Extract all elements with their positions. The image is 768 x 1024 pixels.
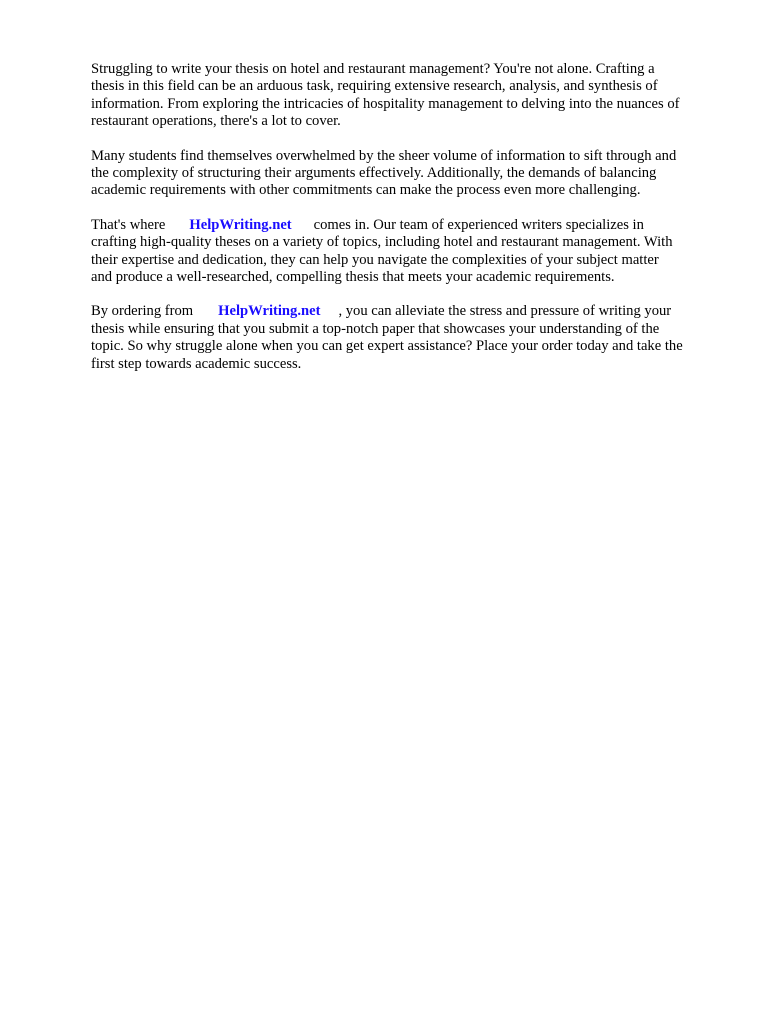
paragraph-call-to-action [91, 303, 731, 373]
paragraph-service [91, 217, 731, 287]
text-line: Struggling to write your thesis on hotel and restaurant management? You're not alone. Crafting a [91, 61, 655, 77]
text-segment: By ordering from [91, 303, 194, 320]
text-line: thesis in this field can be an arduous task, requiring extensive research, analysis, and synthesis of [91, 78, 658, 95]
text-line [91, 303, 731, 320]
text-line: academic requirements with other commitments can make the process even more challenging. [91, 182, 641, 199]
text-line: information. From exploring the intricacies of hospitality management to delving into the nuances of [91, 95, 680, 112]
text-line: their expertise and dedication, they can help you navigate the complexities of your subject matter [91, 251, 659, 268]
text-line [91, 217, 731, 234]
text-line: thesis while ensuring that you submit a top-notch paper that showcases your understanding of the [91, 320, 660, 337]
text-line: the complexity of structuring their arguments effectively. Additionally, the demands of balancing [91, 165, 657, 182]
helpwriting-link[interactable]: HelpWriting.net [218, 303, 321, 320]
text-segment: , you can alleviate the stress and pressure of writing your [338, 303, 672, 320]
paragraph-challenges [91, 148, 731, 200]
helpwriting-link[interactable]: HelpWriting.net [189, 216, 292, 233]
text-line: restaurant operations, there's a lot to cover. [91, 113, 341, 130]
paragraph-intro [91, 61, 731, 131]
text-line: first step towards academic success. [91, 355, 302, 372]
text-line: crafting high-quality theses on a variety of topics, including hotel and restaurant management. With [91, 234, 673, 251]
text-line: and produce a well-researched, compelling thesis that meets your academic requirements. [91, 269, 615, 286]
text-segment: That's where [91, 216, 166, 233]
document-body [91, 61, 731, 390]
text-segment: comes in. Our team of experienced writers specializes in [313, 216, 644, 233]
text-line: Many students find themselves overwhelmed by the sheer volume of information to sift through and [91, 147, 677, 164]
text-line: topic. So why struggle alone when you can get expert assistance? Place your order today and take the [91, 338, 683, 355]
